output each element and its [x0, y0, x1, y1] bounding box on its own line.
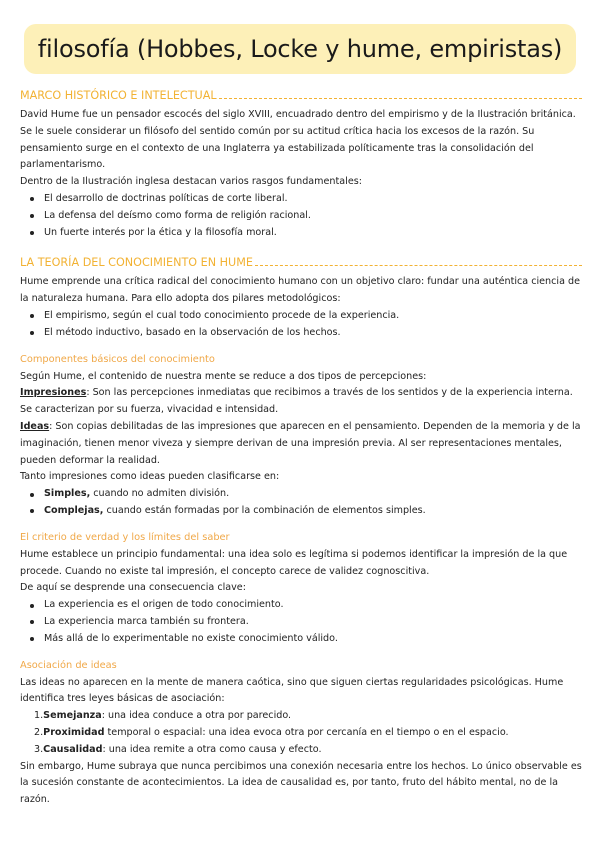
- title-banner: [24, 24, 576, 74]
- list-item-text: : una idea remite a otra como causa y efecto.: [102, 743, 322, 755]
- list-item: La experiencia es el origen de todo conocimiento.: [44, 597, 582, 614]
- term: Causalidad: [43, 743, 103, 755]
- definition-text: : Son copias debilitadas de las impresiones que aparecen en el pensamiento. Dependen de la memoria y de la imaginación, tienen menor viveza y siempre derivan de una impresión previa. Al ser representaciones mentales, pueden deformar la realidad.: [20, 420, 581, 466]
- list-item-text: temporal o espacial: una idea evoca otra por cercanía en el tiempo o en el espacio.: [104, 726, 509, 738]
- paragraph: Hume establece un principio fundamental: una idea solo es legítima si podemos identificar la impresión de la que procede. Cuando no existe tal impresión, el concepto carece de validez cognoscitiva.: [20, 548, 568, 577]
- definition-impresiones: [20, 385, 582, 419]
- subsection-heading: Asociación de ideas: [20, 659, 117, 671]
- list-item: La defensa del deísmo como forma de religión racional.: [44, 208, 582, 225]
- list-item: [34, 742, 582, 759]
- paragraph: Sin embargo, Hume subraya que nunca percibimos una conexión necesaria entre los hechos. Lo único observable es la sucesión constante de acontecimientos. La idea de causalidad es, por tanto, fruto del hábito mental, no de la razón.: [20, 760, 582, 806]
- list-item-text: cuando están formadas por la combinación de elementos simples.: [103, 504, 426, 516]
- definition-ideas: [20, 419, 582, 469]
- paragraph: Dentro de la Ilustración inglesa destacan varios rasgos fundamentales:: [20, 176, 362, 188]
- list-item: Un fuerte interés por la ética y la filosofía moral.: [44, 225, 582, 242]
- dashed-divider: [219, 98, 582, 99]
- term: Proximidad: [43, 726, 105, 738]
- bullet-list: [20, 308, 582, 342]
- paragraph: Hume emprende una crítica radical del conocimiento humano con un objetivo claro: fundar una auténtica ciencia de la naturaleza humana. Para ello adopta dos pilares metodológicos:: [20, 276, 580, 305]
- list-number: 1.: [34, 710, 44, 722]
- numbered-list: [20, 708, 582, 758]
- list-number: 2.: [34, 726, 44, 738]
- list-item: [44, 503, 582, 520]
- bullet-list: [20, 597, 582, 647]
- list-item: El empirismo, según el cual todo conocimiento procede de la experiencia.: [44, 308, 582, 325]
- term: Ideas: [20, 420, 50, 432]
- term: Simples,: [44, 488, 91, 500]
- paragraph: Tanto impresiones como ideas pueden clasificarse en:: [20, 471, 280, 483]
- list-item: El desarrollo de doctrinas políticas de corte liberal.: [44, 191, 582, 208]
- list-number: 3.: [34, 743, 44, 755]
- list-item: [34, 708, 582, 725]
- term: Semejanza: [43, 710, 102, 722]
- list-item: [34, 725, 582, 742]
- paragraph: De aquí se desprende una consecuencia clave:: [20, 582, 246, 594]
- paragraph: David Hume fue un pensador escocés del siglo XVIII, encuadrado dentro del empirismo y de la Ilustración británica. Se le suele considerar un filósofo del sentido común por su actitud crítica hacia los excesos de la razón. Su pensamiento surge en el contexto de una Inglaterra ya estabilizada políticamente tras la consolidación del parlamentarismo.: [20, 109, 576, 171]
- section-heading-marco-historico: [20, 86, 582, 106]
- definition-text: : Son las percepciones inmediatas que recibimos a través de los sentidos y de la experiencia interna. Se caracterizan por su fuerza, vivacidad e intensidad.: [20, 387, 573, 416]
- list-item: Más allá de lo experimentable no existe conocimiento válido.: [44, 631, 582, 648]
- section-heading-teoria-conocimiento: [20, 253, 582, 273]
- subsection-heading: Componentes básicos del conocimiento: [20, 353, 215, 365]
- term: Impresiones: [20, 387, 87, 399]
- paragraph: Según Hume, el contenido de nuestra mente se reduce a dos tipos de percepciones:: [20, 370, 427, 382]
- list-item: La experiencia marca también su frontera.: [44, 614, 582, 631]
- term: Complejas,: [44, 504, 104, 516]
- list-item: [44, 486, 582, 503]
- paragraph: Las ideas no aparecen en la mente de manera caótica, sino que siguen ciertas regularidades psicológicas. Hume identifica tres leyes básicas de asociación:: [20, 676, 564, 705]
- page-title: filosofía (Hobbes, Locke y hume, empiristas): [37, 35, 563, 63]
- section-heading-text: LA TEORÍA DEL CONOCIMIENTO EN HUME: [20, 255, 253, 269]
- subsection-heading: El criterio de verdad y los límites del saber: [20, 531, 230, 543]
- list-item-text: : una idea conduce a otra por parecido.: [101, 710, 292, 722]
- document-body: [20, 86, 582, 809]
- bullet-list: [20, 191, 582, 241]
- dashed-divider: [255, 265, 582, 266]
- list-item: El método inductivo, basado en la observación de los hechos.: [44, 325, 582, 342]
- bullet-list: [20, 486, 582, 520]
- list-item-text: cuando no admiten división.: [90, 488, 230, 500]
- section-heading-text: MARCO HISTÓRICO E INTELECTUAL: [20, 88, 217, 102]
